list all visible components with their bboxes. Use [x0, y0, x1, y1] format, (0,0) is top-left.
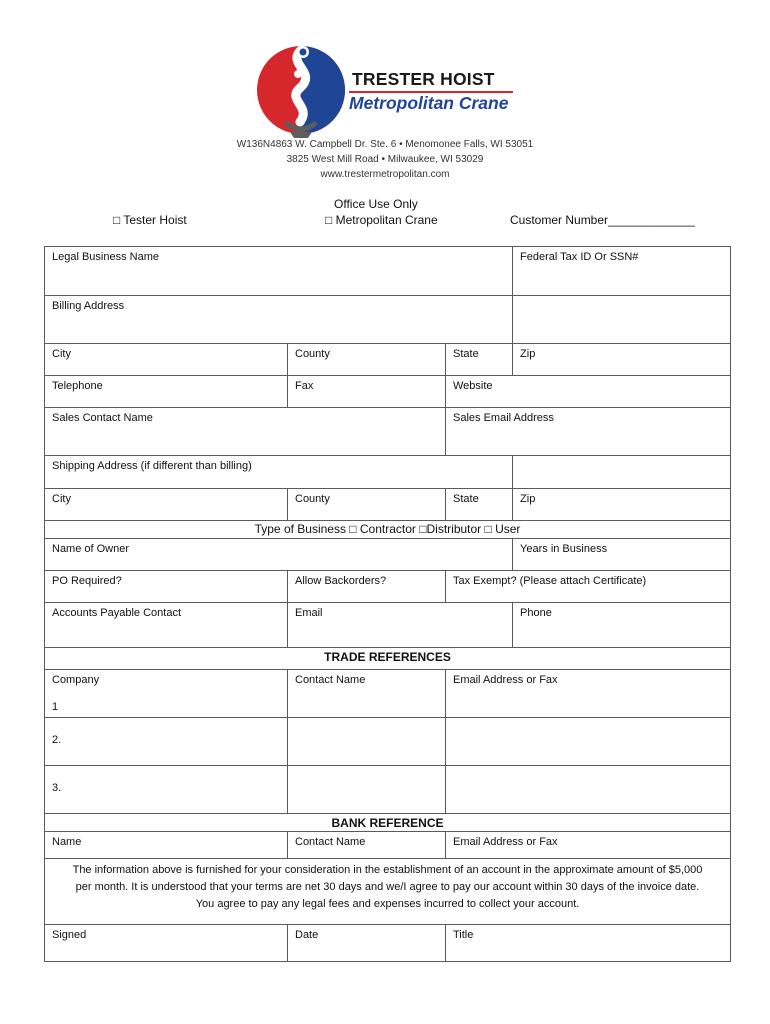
agreement-line-2: per month. It is understood that your terms are net 30 days and we/I agree to pay our account within 30 days of the invoice date.: [75, 881, 700, 893]
office-use-title: Office Use Only: [334, 197, 418, 211]
legal-business-name-field[interactable]: [45, 247, 513, 296]
shipping-county-field[interactable]: [288, 489, 446, 521]
bank-email-or-fax-label: Email Address or Fax: [453, 836, 558, 848]
trade-company-header[interactable]: [45, 670, 288, 718]
phone-label: Phone: [520, 607, 552, 619]
legal-business-name-label: Legal Business Name: [52, 251, 160, 263]
federal-tax-id-label: Federal Tax ID Or SSN#: [520, 251, 639, 263]
county-label: County: [295, 493, 330, 505]
address-line-1: W136N4863 W. Campbell Dr. Ste. 6 • Menomonee Falls, WI 53051: [236, 139, 534, 150]
bank-name-field[interactable]: [45, 832, 288, 859]
trade-references-heading: [45, 648, 731, 670]
po-required-label: PO Required?: [52, 575, 122, 587]
billing-zip-field[interactable]: [513, 344, 731, 376]
logo-title: TRESTER HOIST: [352, 69, 495, 89]
phone-field[interactable]: [513, 603, 731, 648]
zip-label: Zip: [520, 493, 536, 505]
billing-county-field[interactable]: [288, 344, 446, 376]
email-or-fax-label: Email Address or Fax: [453, 674, 558, 686]
accounts-payable-contact-label: Accounts Payable Contact: [52, 607, 182, 619]
title-label: Title: [453, 929, 474, 941]
credit-application-form: [44, 246, 731, 962]
trade-company-3-field[interactable]: [45, 766, 288, 814]
email-field[interactable]: [288, 603, 513, 648]
trade-references-title: TRADE REFERENCES: [324, 650, 451, 664]
date-field[interactable]: [288, 925, 446, 962]
trade-row-number: 3.: [52, 782, 62, 794]
city-label: City: [52, 493, 71, 505]
po-required-field[interactable]: [45, 571, 288, 603]
type-of-business-label: Type of Business □ Contractor □Distributor □ User: [254, 522, 521, 536]
sales-email-label: Sales Email Address: [453, 412, 554, 424]
website-field[interactable]: [446, 376, 731, 408]
telephone-field[interactable]: [45, 376, 288, 408]
name-of-owner-label: Name of Owner: [52, 543, 130, 555]
email-label: Email: [295, 607, 323, 619]
checkbox-trester-hoist[interactable]: □ Tester Hoist: [113, 213, 187, 227]
bank-contact-name-field[interactable]: [288, 832, 446, 859]
bank-email-fax-field[interactable]: [446, 832, 731, 859]
signed-field[interactable]: [45, 925, 288, 962]
shipping-state-field[interactable]: [446, 489, 513, 521]
trade-email-3-field[interactable]: [446, 766, 731, 814]
company-website: www.trestermetropolitan.com: [320, 169, 450, 180]
trade-contact-3-field[interactable]: [288, 766, 446, 814]
agreement-text: [45, 859, 731, 925]
bank-name-label: Name: [52, 836, 82, 848]
trade-row-number: 1: [52, 701, 59, 713]
type-of-business-row[interactable]: [45, 521, 731, 539]
accounts-payable-contact-field[interactable]: [45, 603, 288, 648]
fax-field[interactable]: [288, 376, 446, 408]
years-in-business-label: Years in Business: [520, 543, 608, 555]
trade-email-2-field[interactable]: [446, 718, 731, 766]
sales-contact-name-label: Sales Contact Name: [52, 412, 153, 424]
bank-reference-title: BANK REFERENCE: [331, 816, 444, 830]
blank-cell[interactable]: [513, 456, 731, 489]
trade-company-2-field[interactable]: [45, 718, 288, 766]
billing-address-field[interactable]: [45, 296, 513, 344]
shipping-address-field[interactable]: [45, 456, 513, 489]
address-line-2: 3825 West Mill Road • Milwaukee, WI 53029: [286, 154, 484, 165]
company-label: Company: [52, 674, 100, 686]
logo-subtitle: Metropolitan Crane: [349, 93, 509, 113]
allow-backorders-label: Allow Backorders?: [295, 575, 387, 587]
agreement-line-3: You agree to pay any legal fees and expenses incurred to collect your account.: [195, 898, 580, 910]
website-label: Website: [453, 380, 493, 392]
shipping-city-field[interactable]: [45, 489, 288, 521]
fax-label: Fax: [295, 380, 314, 392]
bank-contact-name-label: Contact Name: [295, 836, 366, 848]
date-label: Date: [295, 929, 319, 941]
agreement-line-1: The information above is furnished for your consideration in the establishment of an account in the approximate amount of $5,000: [72, 864, 703, 876]
county-label: County: [295, 348, 330, 360]
zip-label: Zip: [520, 348, 536, 360]
name-of-owner-field[interactable]: [45, 539, 513, 571]
checkbox-metropolitan-crane[interactable]: □ Metropolitan Crane: [325, 213, 438, 227]
city-label: City: [52, 348, 71, 360]
trade-email-fax-header[interactable]: [446, 670, 731, 718]
billing-city-field[interactable]: [45, 344, 288, 376]
state-label: State: [453, 348, 479, 360]
state-label: State: [453, 493, 479, 505]
sales-email-field[interactable]: [446, 408, 731, 456]
billing-state-field[interactable]: [446, 344, 513, 376]
customer-number-field[interactable]: Customer Number_____________: [510, 213, 695, 227]
bank-reference-heading: [45, 814, 731, 832]
signed-label: Signed: [52, 929, 87, 941]
title-field[interactable]: [446, 925, 731, 962]
federal-tax-id-field[interactable]: [513, 247, 731, 296]
shipping-zip-field[interactable]: [513, 489, 731, 521]
trade-row-number: 2.: [52, 734, 62, 746]
shipping-address-label: Shipping Address (if different than billing): [52, 460, 252, 472]
billing-address-label: Billing Address: [52, 300, 125, 312]
trade-contact-2-field[interactable]: [288, 718, 446, 766]
years-in-business-field[interactable]: [513, 539, 731, 571]
trade-contact-name-header[interactable]: [288, 670, 446, 718]
tax-exempt-label: Tax Exempt? (Please attach Certificate): [453, 575, 647, 587]
contact-name-label: Contact Name: [295, 674, 366, 686]
telephone-label: Telephone: [52, 380, 103, 392]
allow-backorders-field[interactable]: [288, 571, 446, 603]
blank-cell[interactable]: [513, 296, 731, 344]
tax-exempt-field[interactable]: [446, 571, 731, 603]
sales-contact-name-field[interactable]: [45, 408, 446, 456]
